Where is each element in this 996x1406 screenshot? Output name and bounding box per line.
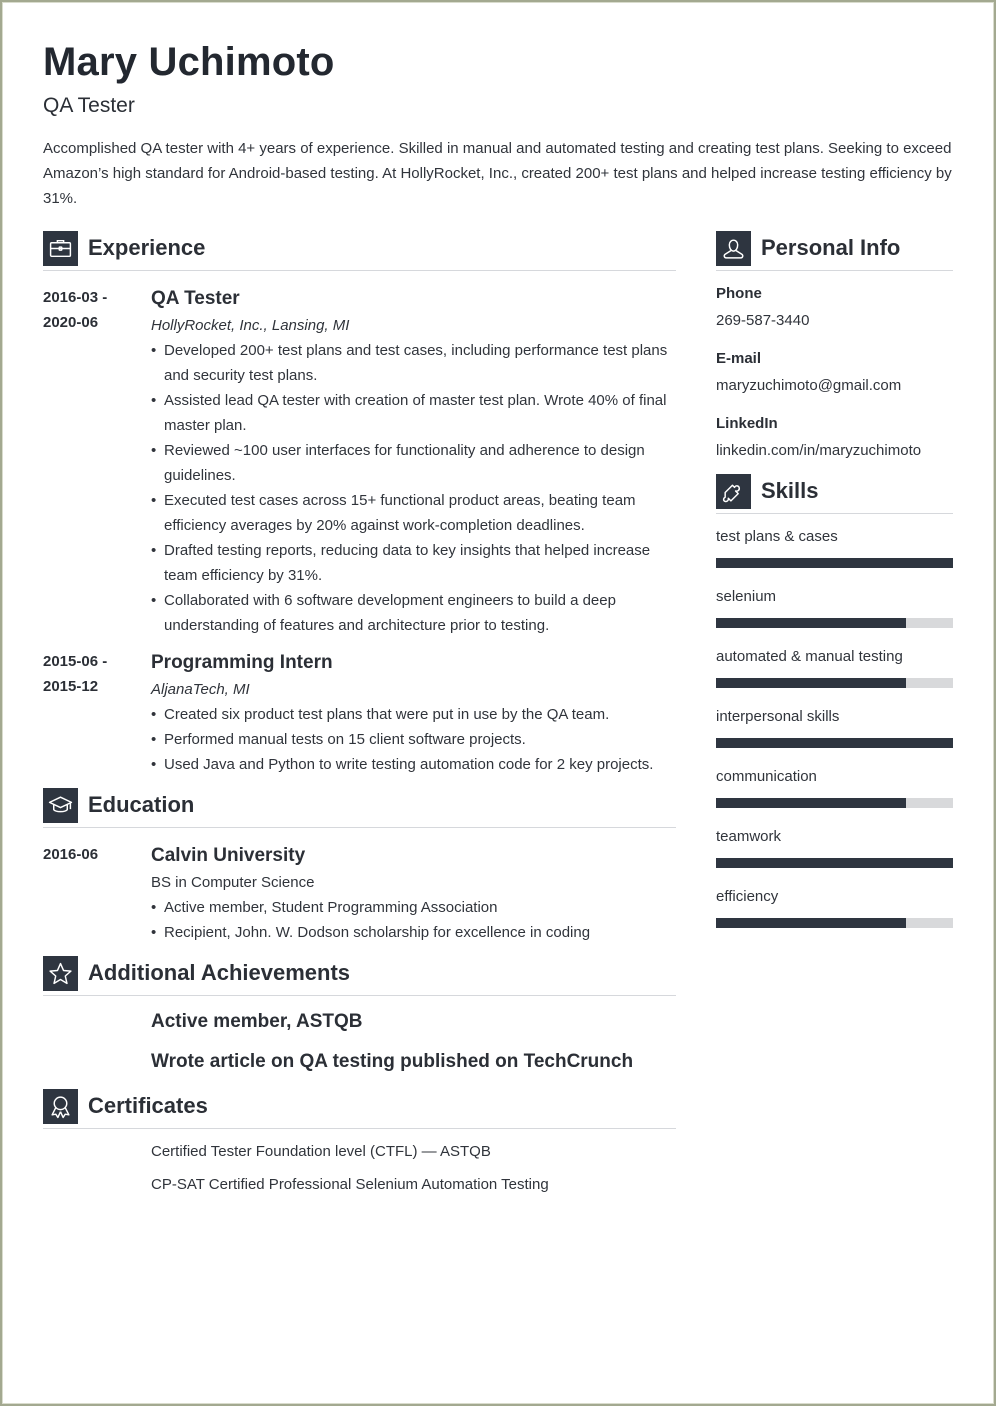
achievement-item: Wrote article on QA testing published on TechCrunch [151,1051,634,1072]
experience-entry [43,649,676,777]
skill-bar-fill [716,738,953,748]
job-title: QA Tester [151,288,240,309]
certificates-title: Certificates [88,1093,208,1118]
skill-item [716,767,953,808]
skill-bar [716,798,953,808]
degree: BS in Computer Science [151,874,315,891]
experience-header [43,231,676,271]
skill-bar-fill [716,858,953,868]
personal-info-header [716,231,953,271]
summary: Accomplished QA tester with 4+ years of experience. Skilled in manual and automated testing and creating test plans. Seeking to exceed Amazon’s high standard for Android-based testing. At HollyRocket, Inc., created 200+ test plans and helped increase testing efficiency by 31%. [43,140,952,207]
sidebar-column [716,231,953,928]
skill-name: automated & manual testing [716,648,903,665]
award-ribbon-icon [43,1089,78,1124]
email-value: maryzuchimoto@gmail.com [716,377,902,394]
skill-bar [716,558,953,568]
graduation-cap-icon [43,788,78,823]
date-end: 2016-06 [43,846,99,863]
skills-header [716,474,953,514]
achievements-title: Additional Achievements [88,960,351,985]
linkedin-label: LinkedIn [716,415,778,432]
personal-info-item [716,349,953,396]
list-item: • Created six product test plans that were put in use by the QA team. [151,702,676,727]
education-title: Education [88,792,195,817]
date-start: 2016-03 - [43,289,108,306]
certificate-item: Certified Tester Foundation level (CTFL) — ASTQB [151,1143,491,1160]
list-item: • Performed manual tests on 15 client software projects. [151,727,676,752]
skills-title: Skills [761,478,819,503]
linkedin-value: linkedin.com/in/maryzuchimoto [716,442,922,459]
skill-item [716,827,953,868]
experience-title: Experience [88,235,206,260]
job-title: Programming Intern [151,652,333,673]
list-item: • Reviewed ~100 user interfaces for functionality and adherence to design guidelines. [151,438,676,488]
skill-name: communication [716,768,817,785]
job-company: AljanaTech, MI [151,681,250,698]
skill-item [716,527,953,568]
email-label: E-mail [716,350,762,367]
skill-name: selenium [716,588,777,605]
briefcase-icon [43,231,78,266]
candidate-role: QA Tester [43,94,135,117]
list-item: • Used Java and Python to write testing automation code for 2 key projects. [151,752,676,777]
puzzle-icon [716,474,751,509]
experience-entry [43,285,676,638]
job-bullets [151,702,676,777]
personal-info-item [716,284,953,331]
skill-name: interpersonal skills [716,708,840,725]
personal-info-item [716,414,953,461]
skill-item [716,587,953,628]
skill-bar-fill [716,918,906,928]
list-item: • Collaborated with 6 software development engineers to build a deep understanding of features and architecture prior to testing. [151,588,676,638]
job-bullets [151,338,676,638]
star-icon [43,956,78,991]
achievement-item: Active member, ASTQB [151,1011,363,1032]
entry-dates [43,285,143,335]
candidate-name: Mary Uchimoto [43,40,335,84]
certificates-header [43,1089,676,1129]
skill-name: test plans & cases [716,528,838,545]
personal-info-title: Personal Info [761,235,901,260]
skill-name: efficiency [716,888,779,905]
list-item: • Active member, Student Programming Association [151,895,676,920]
entry-dates [43,649,143,699]
phone-label: Phone [716,285,762,302]
list-item: • Recipient, John. W. Dodson scholarship for excellence in coding [151,920,676,945]
skill-bar [716,618,953,628]
skill-bar-fill [716,558,953,568]
education-header [43,788,676,828]
certificate-item: CP-SAT Certified Professional Selenium Automation Testing [151,1176,549,1193]
achievements-header [43,956,676,996]
education-entry [43,842,676,945]
skill-bar-fill [716,798,906,808]
skill-bar [716,678,953,688]
main-column [43,231,676,1195]
school-name: Calvin University [151,845,306,866]
skill-bar [716,858,953,868]
date-start: 2015-06 - [43,653,108,670]
skill-bar-fill [716,618,906,628]
skill-item [716,887,953,928]
skills-list [716,527,953,928]
list-item: • Drafted testing reports, reducing data to key insights that helped increase team efficiency by 31%. [151,538,676,588]
date-end: 2015-12 [43,678,99,695]
person-icon [716,231,751,266]
date-end: 2020-06 [43,314,99,331]
skill-name: teamwork [716,828,782,845]
skill-bar [716,738,953,748]
phone-value: 269-587-3440 [716,312,810,329]
list-item: • Developed 200+ test plans and test cases, including performance test plans and security test plans. [151,338,676,388]
skill-bar-fill [716,678,906,688]
job-company: HollyRocket, Inc., Lansing, MI [151,317,350,334]
education-bullets [151,895,676,945]
entry-dates [43,842,143,867]
list-item: • Executed test cases across 15+ functional product areas, beating team efficiency averages by 20% against work-completion deadlines. [151,488,676,538]
skill-item [716,647,953,688]
list-item: • Assisted lead QA tester with creation of master test plan. Wrote 40% of final master plan. [151,388,676,438]
skill-item [716,707,953,748]
skill-bar [716,918,953,928]
